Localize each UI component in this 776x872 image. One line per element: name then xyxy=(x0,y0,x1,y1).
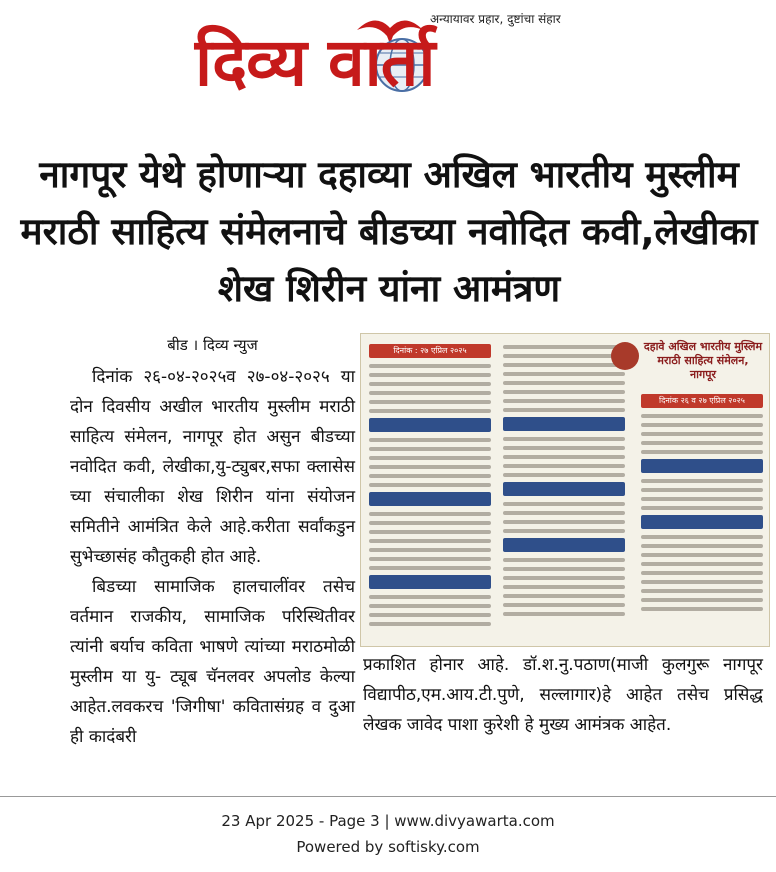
masthead xyxy=(0,0,776,122)
event-poster-image xyxy=(360,333,770,647)
poster-column-3 xyxy=(637,390,767,640)
poster-column-1 xyxy=(365,340,495,640)
tagline: अन्यायावर प्रहार, दुष्टांचा संहार xyxy=(430,12,561,26)
footer-page-info: 23 Apr 2025 - Page 3 | www.divyawarta.com xyxy=(221,812,555,830)
poster-date-right: दिनांक २६ व २७ एप्रिल २०२५ xyxy=(641,394,763,408)
article-paragraph-3: प्रकाशित होनार आहे. डॉ.श.नु.पठाण(माजी कुलगुरू नागपूर विद्यापीठ,एम.आय.टी.पुणे, सल्लागार)हे आहेत तसेच प्रसिद्ध लेखक जावेद पाशा कुरेशी हे मुख्य आमंत्रक आहेत. xyxy=(363,655,763,735)
footer-powered-by: Powered by softisky.com xyxy=(296,838,480,856)
footer-divider xyxy=(0,796,776,797)
poster-date-left: दिनांक : २७ एप्रिल २०२५ xyxy=(369,344,491,358)
dateline: बीड । दिव्य न्युज xyxy=(167,336,258,354)
article-column-left xyxy=(70,330,355,752)
poster-title: दहावे अखिल भारतीय मुस्लिम मराठी साहित्य संमेलन, नागपूर xyxy=(643,340,763,381)
headline: नागपूर येथे होणाऱ्या दहाव्या अखिल भारतीय मुस्लीम मराठी साहित्य संमेलनाचे बीडच्या नवोदित कवी,लेखीका शेख शिरीन यांना आमंत्रण xyxy=(20,153,758,310)
logo-text: दिव्य वार्ता xyxy=(195,24,435,101)
logo xyxy=(195,6,590,118)
article-paragraph-2: बिडच्या सामाजिक हालचालींवर तसेच वर्तमान राजकीय, सामाजिक परिस्थितीवर त्यांनी बर्याच कविता भाषणे त्यांच्या मराठमोळी मुस्लीम या यु- ट्यूब चॅनलवर अपलोड केल्या आहेत.लवकरच 'जिगीषा' कवितासंग्रह व दुआ ही कादंबरी xyxy=(70,577,355,747)
poster-column-2 xyxy=(499,340,629,640)
article-paragraph-1: दिनांक २६-०४-२०२५व २७-०४-२०२५ या दोन दिवसीय अखील भारतीय मुस्लीम मराठी साहित्य संमेलन, नागपूर होत असुन बीडच्या नवोदित कवी, लेखीका,यु-ट्युबर,सफा क्लासेस च्या संचालीका शेख शिरीन यांना संयोजन समितीने आमंत्रित केले आहे.करीता सर्वांकडुन सुभेच्छासंह कौतुकही होत आहे. xyxy=(70,367,355,567)
article-column-right xyxy=(363,650,763,740)
poster-emblem-icon xyxy=(611,342,639,370)
